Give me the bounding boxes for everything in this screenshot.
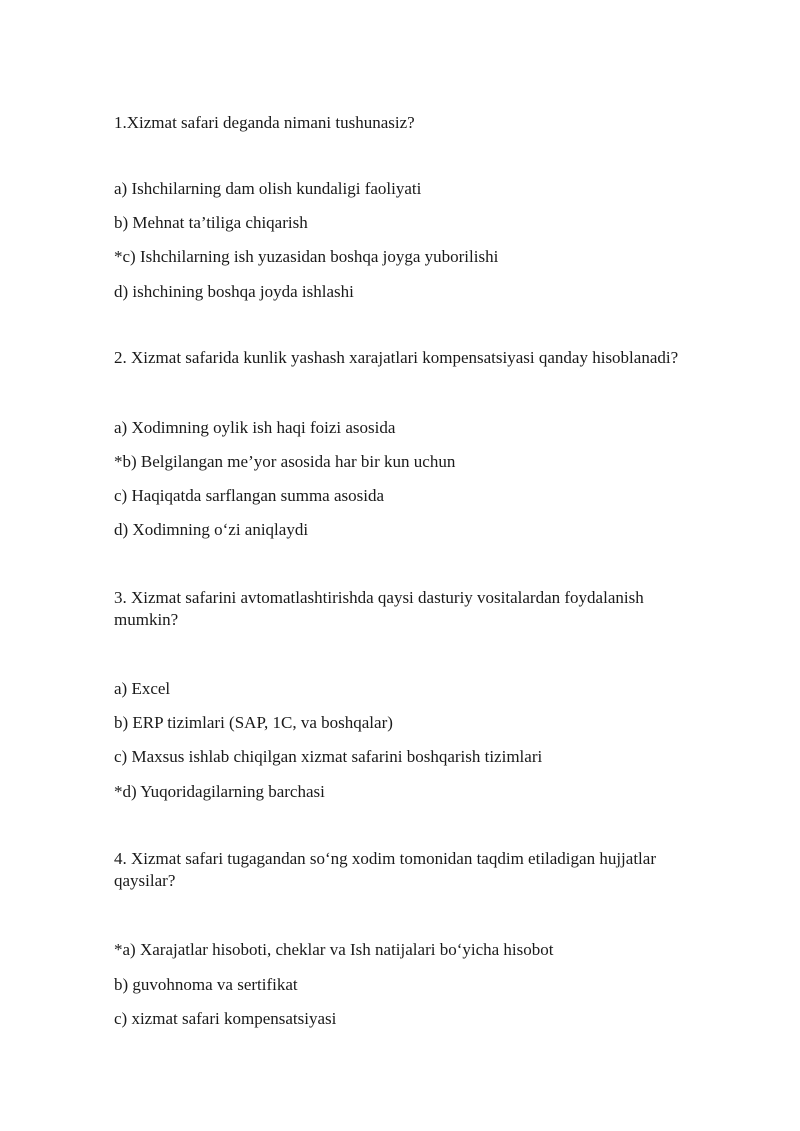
question-2-option-b: *b) Belgilangan me’yor asosida har bir kun uchun — [114, 452, 456, 471]
question-3-option-d: *d) Yuqoridagilarning barchasi — [114, 782, 325, 801]
question-1-option-c: *c) Ishchilarning ish yuzasidan boshqa joyga yuborilishi — [114, 247, 499, 266]
question-4-prompt-line-2: qaysilar? — [114, 871, 176, 890]
question-1-option-d: d) ishchining boshqa joyda ishlashi — [114, 282, 354, 301]
question-2-option-a: a) Xodimning oylik ish haqi foizi asosida — [114, 418, 396, 437]
question-4-option-a: *a) Xarajatlar hisoboti, cheklar va Ish natijalari bo‘yicha hisobot — [114, 940, 554, 959]
question-4-prompt-line-1: 4. Xizmat safari tugagandan so‘ng xodim tomonidan taqdim etiladigan hujjatlar — [114, 849, 656, 868]
question-3-option-c: c) Maxsus ishlab chiqilgan xizmat safarini boshqarish tizimlari — [114, 747, 543, 766]
question-3-option-a: a) Excel — [114, 679, 171, 698]
question-3-prompt-line-1: 3. Xizmat safarini avtomatlashtirishda qaysi dasturiy vositalardan foydalanish — [114, 588, 644, 607]
question-1-prompt: 1.Xizmat safari deganda nimani tushunasiz? — [114, 113, 415, 132]
question-4-option-c: c) xizmat safari kompensatsiyasi — [114, 1009, 337, 1028]
question-3-prompt-line-2: mumkin? — [114, 610, 179, 629]
question-2-prompt: 2. Xizmat safarida kunlik yashash xarajatlari kompensatsiyasi qanday hisoblanadi? — [114, 348, 679, 367]
question-2-option-d: d) Xodimning o‘zi aniqlaydi — [114, 520, 309, 539]
question-2-option-c: c) Haqiqatda sarflangan summa asosida — [114, 486, 385, 505]
question-3-option-b: b) ERP tizimlari (SAP, 1C, va boshqalar) — [114, 713, 393, 732]
question-1-option-b: b) Mehnat ta’tiliga chiqarish — [114, 213, 308, 232]
question-1-option-a: a) Ishchilarning dam olish kundaligi faoliyati — [114, 179, 422, 198]
question-4-option-b: b) guvohnoma va sertifikat — [114, 975, 298, 994]
